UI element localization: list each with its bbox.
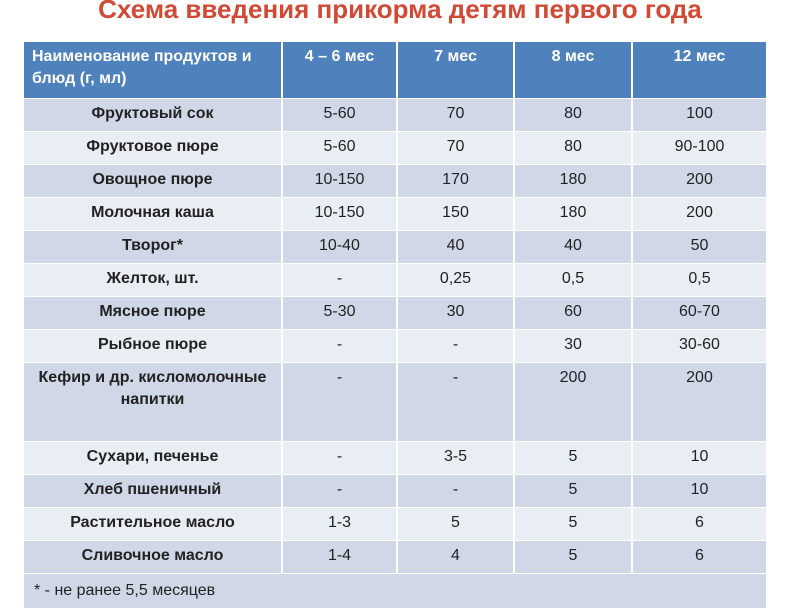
amount-cell: - <box>397 330 514 363</box>
amount-cell: 6 <box>632 508 766 541</box>
title-line-1: Схема введения прикорма детям первого года <box>98 0 702 24</box>
product-name-cell: Фруктовое пюре <box>24 132 282 165</box>
amount-cell: 40 <box>397 231 514 264</box>
table-row <box>24 508 766 541</box>
amount-cell: - <box>282 442 397 475</box>
amount-cell: 180 <box>514 165 632 198</box>
product-name-cell: Фруктовый сок <box>24 99 282 132</box>
amount-cell: 5-60 <box>282 132 397 165</box>
table-row <box>24 297 766 330</box>
product-name-cell: Растительное масло <box>24 508 282 541</box>
amount-cell: 70 <box>397 132 514 165</box>
amount-cell: 1-4 <box>282 541 397 574</box>
amount-cell: - <box>282 475 397 508</box>
table-row <box>24 475 766 508</box>
amount-cell: 10 <box>632 475 766 508</box>
product-name-cell: Кефир и др. кисломолочные напитки <box>24 363 282 442</box>
footnote: * - не ранее 5,5 месяцев <box>24 573 766 608</box>
amount-cell: - <box>397 475 514 508</box>
product-name-cell: Хлеб пшеничный <box>24 475 282 508</box>
amount-cell: 30 <box>514 330 632 363</box>
amount-cell: 5 <box>397 508 514 541</box>
amount-cell: 1-3 <box>282 508 397 541</box>
header-product: Наименование продуктов и блюд (г, мл) <box>24 42 282 99</box>
amount-cell: 0,5 <box>514 264 632 297</box>
product-name-cell: Овощное пюре <box>24 165 282 198</box>
header-4-6-months: 4 – 6 мес <box>282 42 397 99</box>
amount-cell: 5 <box>514 475 632 508</box>
feeding-schedule-table <box>24 42 766 573</box>
amount-cell: 3-5 <box>397 442 514 475</box>
amount-cell: 170 <box>397 165 514 198</box>
table-row <box>24 330 766 363</box>
product-name-cell: Мясное пюре <box>24 297 282 330</box>
product-name-cell: Рыбное пюре <box>24 330 282 363</box>
amount-cell: - <box>397 363 514 442</box>
amount-cell: 90-100 <box>632 132 766 165</box>
amount-cell: - <box>282 363 397 442</box>
table-row <box>24 165 766 198</box>
amount-cell: 5 <box>514 508 632 541</box>
header-8-months: 8 мес <box>514 42 632 99</box>
amount-cell: 10 <box>632 442 766 475</box>
page-title <box>0 0 800 30</box>
amount-cell: 4 <box>397 541 514 574</box>
table-row <box>24 264 766 297</box>
amount-cell: 80 <box>514 99 632 132</box>
amount-cell: 200 <box>632 198 766 231</box>
table-body <box>24 99 766 574</box>
amount-cell: 10-40 <box>282 231 397 264</box>
amount-cell: 30-60 <box>632 330 766 363</box>
amount-cell: 0,25 <box>397 264 514 297</box>
amount-cell: 10-150 <box>282 165 397 198</box>
table-row <box>24 231 766 264</box>
product-name-cell: Сухари, печенье <box>24 442 282 475</box>
amount-cell: 30 <box>397 297 514 330</box>
table-row <box>24 132 766 165</box>
amount-cell: 200 <box>514 363 632 442</box>
amount-cell: 60-70 <box>632 297 766 330</box>
amount-cell: 70 <box>397 99 514 132</box>
amount-cell: 5 <box>514 541 632 574</box>
table-row <box>24 442 766 475</box>
amount-cell: 5 <box>514 442 632 475</box>
amount-cell: 150 <box>397 198 514 231</box>
table-header-row <box>24 42 766 99</box>
amount-cell: 6 <box>632 541 766 574</box>
amount-cell: 200 <box>632 165 766 198</box>
table-row <box>24 198 766 231</box>
product-name-cell: Творог* <box>24 231 282 264</box>
amount-cell: 60 <box>514 297 632 330</box>
header-7-months: 7 мес <box>397 42 514 99</box>
amount-cell: 5-30 <box>282 297 397 330</box>
feeding-table-container <box>24 42 766 608</box>
product-name-cell: Желток, шт. <box>24 264 282 297</box>
amount-cell: 10-150 <box>282 198 397 231</box>
table-row <box>24 363 766 442</box>
product-name-cell: Сливочное масло <box>24 541 282 574</box>
amount-cell: 40 <box>514 231 632 264</box>
amount-cell: 100 <box>632 99 766 132</box>
amount-cell: - <box>282 330 397 363</box>
amount-cell: 5-60 <box>282 99 397 132</box>
table-row <box>24 99 766 132</box>
amount-cell: - <box>282 264 397 297</box>
amount-cell: 0,5 <box>632 264 766 297</box>
table-row <box>24 541 766 574</box>
amount-cell: 80 <box>514 132 632 165</box>
amount-cell: 200 <box>632 363 766 442</box>
product-name-cell: Молочная каша <box>24 198 282 231</box>
header-12-months: 12 мес <box>632 42 766 99</box>
amount-cell: 50 <box>632 231 766 264</box>
amount-cell: 180 <box>514 198 632 231</box>
